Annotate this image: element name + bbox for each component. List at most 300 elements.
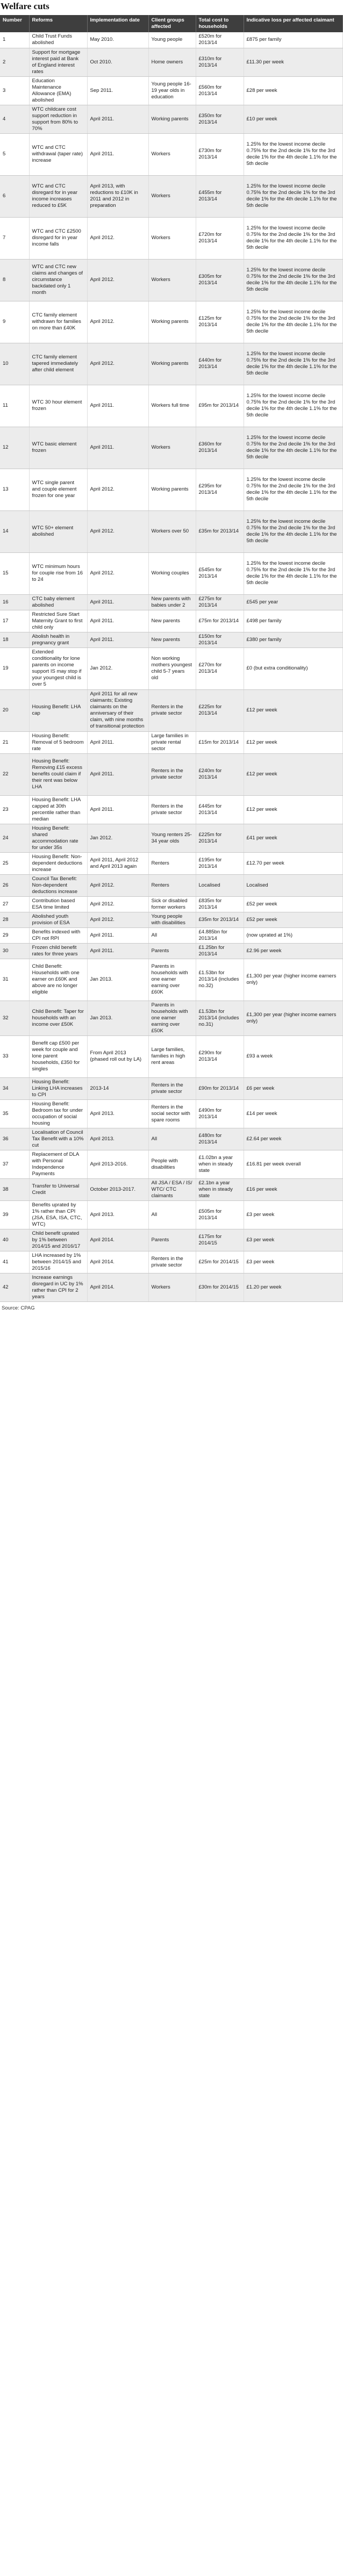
cell-total-cost: £440m for 2013/14 [196, 343, 244, 385]
cell-indicative-loss: £3 per week [244, 1251, 342, 1273]
cell-implementation-date: April 2011. [87, 927, 148, 943]
cell-indicative-loss: £16.81 per week overall [244, 1150, 342, 1178]
table-row [0, 385, 342, 427]
cell-client-groups: Renters in the private sector [148, 753, 196, 795]
table-row [0, 32, 342, 48]
cell-total-cost: £270m for 2013/14 [196, 647, 244, 689]
cell-implementation-date: April 2013. [87, 1099, 148, 1128]
cell-total-cost: £195m for 2013/14 [196, 852, 244, 874]
table-row [0, 510, 342, 552]
cell-reform: WTC and CTC withdrawal (taper rate) increase [29, 133, 87, 175]
cell-implementation-date: 2013-14 [87, 1077, 148, 1099]
cell-reform: CTC family element withdrawn for families on more than £40K [29, 301, 87, 343]
table-row [0, 594, 342, 610]
cell-number: 3 [0, 76, 29, 105]
cell-total-cost: £4.885bn for 2013/14 [196, 927, 244, 943]
column-header-indicative-loss: Indicative loss per affected claimant [244, 15, 342, 32]
cell-indicative-loss: 1.25% for the lowest income decile 0.75% for the 2nd decile 1% for the 3rd decile 1% for the 4th decile 1.1% for the 5th decile [244, 217, 342, 259]
cell-total-cost: £1.53bn for 2013/14 (includes no.32) [196, 959, 244, 1001]
table-row [0, 874, 342, 896]
cell-client-groups: All [148, 1200, 196, 1229]
cell-client-groups: Parents [148, 943, 196, 959]
cell-client-groups: Workers [148, 1273, 196, 1301]
table-row [0, 824, 342, 852]
cell-number: 4 [0, 105, 29, 133]
cell-indicative-loss: (now uprated at 1%) [244, 927, 342, 943]
cell-number: 41 [0, 1251, 29, 1273]
cell-implementation-date: April 2014. [87, 1273, 148, 1301]
cell-number: 6 [0, 175, 29, 217]
table-row [0, 912, 342, 927]
cell-reform: Benefits uprated by 1% rather than CPI (JSA, ESA, ISA, CTC, WTC) [29, 1200, 87, 1229]
cell-indicative-loss: £1,300 per year (higher income earners only) [244, 1001, 342, 1035]
cell-indicative-loss: 1.25% for the lowest income decile 0.75% for the 2nd decile 1% for the 3rd decile 1% for the 4th decile 1.1% for the 5th decile [244, 133, 342, 175]
cell-total-cost: £720m for 2013/14 [196, 217, 244, 259]
cell-indicative-loss: 1.25% for the lowest income decile 0.75% for the 2nd decile 1% for the 3rd decile 1% for the 4th decile 1.1% for the 5th decile [244, 385, 342, 427]
cell-number: 34 [0, 1077, 29, 1099]
cell-number: 32 [0, 1001, 29, 1035]
cell-total-cost: £310m for 2013/14 [196, 48, 244, 76]
cell-number: 9 [0, 301, 29, 343]
cell-total-cost: £545m for 2013/14 [196, 552, 244, 594]
cell-implementation-date: April 2011. [87, 731, 148, 753]
cell-reform: WTC 30 hour element frozen [29, 385, 87, 427]
table-row [0, 552, 342, 594]
cell-implementation-date: April 2013, with reductions to £10K in 2011 and 2012 in preparation [87, 175, 148, 217]
cell-total-cost: £275m for 2013/14 [196, 594, 244, 610]
cell-reform: Housing Benefit: LHA cap [29, 689, 87, 731]
cell-reform: Child benefit uprated by 1% between 2014/15 and 2016/17 [29, 1229, 87, 1251]
cell-indicative-loss: £12 per week [244, 795, 342, 824]
cell-total-cost: £175m for 2014/15 [196, 1229, 244, 1251]
cell-implementation-date: From April 2013 (phased roll out by LA) [87, 1035, 148, 1077]
cell-indicative-loss: £16 per week [244, 1178, 342, 1200]
cell-total-cost: £520m for 2013/14 [196, 32, 244, 48]
table-row [0, 852, 342, 874]
cell-indicative-loss: Localised [244, 874, 342, 896]
cell-indicative-loss: £545 per year [244, 594, 342, 610]
page-title: Welfare cuts [1, 1, 49, 11]
cell-number: 33 [0, 1035, 29, 1077]
cell-reform: Housing Benefit: Non-dependent deductions increase [29, 852, 87, 874]
cell-implementation-date: April 2012. [87, 874, 148, 896]
table-row [0, 175, 342, 217]
cell-implementation-date: April 2012. [87, 912, 148, 927]
cell-reform: Contribution based ESA time limited [29, 896, 87, 912]
cell-reform: Localisation of Council Tax Benefit with a 10% cut [29, 1128, 87, 1150]
cell-reform: Housing Benefit: Linking LHA increases to CPI [29, 1077, 87, 1099]
cell-indicative-loss: £12 per week [244, 731, 342, 753]
cell-client-groups: Parents in households with one earner earning over £50K [148, 1001, 196, 1035]
cell-number: 23 [0, 795, 29, 824]
cell-indicative-loss: £11.30 per week [244, 48, 342, 76]
cell-implementation-date: April 2013. [87, 1200, 148, 1229]
cell-total-cost: £90m for 2013/14 [196, 1077, 244, 1099]
cell-reform: WTC 50+ element abolished [29, 510, 87, 552]
cell-reform: Child Benefit: Households with one earner on £60K and above are no longer eligible [29, 959, 87, 1001]
cell-reform: WTC single parent and couple element frozen for one year [29, 469, 87, 510]
cell-total-cost: £480m for 2013/14 [196, 1128, 244, 1150]
cell-number: 36 [0, 1128, 29, 1150]
cell-implementation-date: April 2012. [87, 217, 148, 259]
cell-total-cost: £15m for 2013/14 [196, 731, 244, 753]
cell-implementation-date: April 2011. [87, 795, 148, 824]
cell-implementation-date: April 2011, April 2012 and April 2013 again [87, 852, 148, 874]
table-row [0, 259, 342, 301]
cell-client-groups: Renters in the private sector [148, 1077, 196, 1099]
cell-indicative-loss: £6 per week [244, 1077, 342, 1099]
table-row [0, 1099, 342, 1128]
cell-client-groups: Large families, families in high rent areas [148, 1035, 196, 1077]
cell-total-cost: £125m for 2013/14 [196, 301, 244, 343]
cell-implementation-date: April 2012. [87, 552, 148, 594]
cell-total-cost: £295m for 2013/14 [196, 469, 244, 510]
cell-indicative-loss: £3 per week [244, 1200, 342, 1229]
cell-client-groups: Young people [148, 32, 196, 48]
cell-implementation-date: Jan 2012. [87, 647, 148, 689]
cell-implementation-date: April 2014. [87, 1229, 148, 1251]
cell-number: 40 [0, 1229, 29, 1251]
cell-client-groups: Renters [148, 852, 196, 874]
cell-total-cost: £150m for 2013/14 [196, 632, 244, 647]
cell-client-groups: Young renters 25-34 year olds [148, 824, 196, 852]
table-row [0, 896, 342, 912]
cell-reform: WTC childcare cost support reduction in support from 80% to 70% [29, 105, 87, 133]
cell-indicative-loss: 1.25% for the lowest income decile 0.75% for the 2nd decile 1% for the 3rd decile 1% for the 4th decile 1.1% for the 5th decile [244, 469, 342, 510]
table-row [0, 1273, 342, 1301]
cell-total-cost: £225m for 2013/14 [196, 824, 244, 852]
cell-implementation-date: Sep 2011. [87, 76, 148, 105]
cell-reform: Frozen child benefit rates for three years [29, 943, 87, 959]
cell-client-groups: Workers [148, 427, 196, 469]
cell-total-cost: £560m for 2013/14 [196, 76, 244, 105]
cell-indicative-loss: £12.70 per week [244, 852, 342, 874]
cell-reform: WTC and CTC £2500 disregard for in year income falls [29, 217, 87, 259]
table-row [0, 1128, 342, 1150]
cell-number: 26 [0, 874, 29, 896]
cell-indicative-loss: 1.25% for the lowest income decile 0.75% for the 2nd decile 1% for the 3rd decile 1% for the 4th decile 1.1% for the 5th decile [244, 343, 342, 385]
cell-indicative-loss: £380 per family [244, 632, 342, 647]
cell-reform: Benefits indexed with CPI not RPI [29, 927, 87, 943]
cell-reform: CTC baby element abolished [29, 594, 87, 610]
cell-number: 19 [0, 647, 29, 689]
cell-client-groups: Parents in households with one earner earning over £60K [148, 959, 196, 1001]
table-row [0, 105, 342, 133]
table-row [0, 927, 342, 943]
cell-reform: Education Maintenance Allowance (EMA) abolished [29, 76, 87, 105]
cell-client-groups: All [148, 1128, 196, 1150]
cell-client-groups: New parents with babies under 2 [148, 594, 196, 610]
cell-total-cost: £1.25bn for 2013/14 [196, 943, 244, 959]
table-row [0, 1229, 342, 1251]
cell-number: 11 [0, 385, 29, 427]
table-row [0, 1077, 342, 1099]
cell-client-groups: Workers [148, 133, 196, 175]
cell-reform: Housing Benefit: Removal of 5 bedroom rate [29, 731, 87, 753]
cell-client-groups: New parents [148, 610, 196, 632]
cell-number: 35 [0, 1099, 29, 1128]
cell-client-groups: Workers [148, 259, 196, 301]
cell-indicative-loss: 1.25% for the lowest income decile 0.75% for the 2nd decile 1% for the 3rd decile 1% for the 4th decile 1.1% for the 5th decile [244, 259, 342, 301]
cell-client-groups: Working parents [148, 105, 196, 133]
cell-implementation-date: April 2012. [87, 510, 148, 552]
cell-number: 17 [0, 610, 29, 632]
cell-implementation-date: April 2011. [87, 632, 148, 647]
cell-reform: WTC minimum hours for couple rise from 16 to 24 [29, 552, 87, 594]
cell-indicative-loss: £12 per week [244, 689, 342, 731]
table-row [0, 301, 342, 343]
cell-reform: Child Trust Funds abolished [29, 32, 87, 48]
cell-reform: CTC family element tapered immediately after child element [29, 343, 87, 385]
cell-reform: Council Tax Benefit: Non-dependent deductions increase [29, 874, 87, 896]
cell-number: 27 [0, 896, 29, 912]
cell-total-cost: £35m for 2013/14 [196, 912, 244, 927]
table-row [0, 48, 342, 76]
cell-total-cost: £35m for 2013/14 [196, 510, 244, 552]
cell-number: 25 [0, 852, 29, 874]
cell-indicative-loss: 1.25% for the lowest income decile 0.75% for the 2nd decile 1% for the 3rd decile 1% for the 4th decile 1.1% for the 5th decile [244, 427, 342, 469]
cell-total-cost: £455m for 2013/14 [196, 175, 244, 217]
cell-indicative-loss: 1.25% for the lowest income decile 0.75% for the 2nd decile 1% for the 3rd decile 1% for the 4th decile 1.1% for the 5th decile [244, 175, 342, 217]
table-row [0, 469, 342, 510]
cell-client-groups: Working parents [148, 469, 196, 510]
cell-total-cost: £290m for 2013/14 [196, 1035, 244, 1077]
cell-client-groups: People with disabilities [148, 1150, 196, 1178]
cell-total-cost: £1.53bn for 2013/14 (includes no.31) [196, 1001, 244, 1035]
cell-client-groups: Working parents [148, 301, 196, 343]
cell-indicative-loss: £28 per week [244, 76, 342, 105]
cell-implementation-date: May 2010. [87, 32, 148, 48]
cell-client-groups: Sick or disabled former workers [148, 896, 196, 912]
cell-indicative-loss: £93 a week [244, 1035, 342, 1077]
cell-client-groups: Renters in the private sector [148, 795, 196, 824]
cell-implementation-date: April 2011. [87, 753, 148, 795]
cell-number: 5 [0, 133, 29, 175]
cell-indicative-loss: 1.25% for the lowest income decile 0.75% for the 2nd decile 1% for the 3rd decile 1% for the 4th decile 1.1% for the 5th decile [244, 510, 342, 552]
cell-implementation-date: Jan 2012. [87, 824, 148, 852]
cell-total-cost: Localised [196, 874, 244, 896]
cell-number: 31 [0, 959, 29, 1001]
cell-reform: Increase earnings disregard in UC by 1% rather than CPI for 2 years [29, 1273, 87, 1301]
cell-number: 24 [0, 824, 29, 852]
column-header-number: Number [0, 15, 29, 32]
cell-implementation-date: April 2012. [87, 469, 148, 510]
cell-reform: Housing Benefit: Removing £15 excess benefits could claim if their rent was below LHA [29, 753, 87, 795]
cell-total-cost: £1.02bn a year when in steady state [196, 1150, 244, 1178]
cell-implementation-date: April 2011. [87, 610, 148, 632]
cell-client-groups: Non working mothers youngest child 5-7 years old [148, 647, 196, 689]
cell-client-groups: Workers full time [148, 385, 196, 427]
cell-number: 30 [0, 943, 29, 959]
cell-total-cost: £240m for 2013/14 [196, 753, 244, 795]
cell-reform: Restricted Sure Start Maternity Grant to first child only [29, 610, 87, 632]
cell-client-groups: Working parents [148, 343, 196, 385]
cell-implementation-date: April 2012. [87, 301, 148, 343]
cell-indicative-loss: £41 per week [244, 824, 342, 852]
cell-indicative-loss: £2.96 per week [244, 943, 342, 959]
cell-reform: Transfer to Universal Credit [29, 1178, 87, 1200]
cell-reform: WTC and CTC disregard for in year income increases reduced to £5K [29, 175, 87, 217]
cell-total-cost: £2.1bn a year when in steady state [196, 1178, 244, 1200]
cell-client-groups: Renters in the private sector [148, 689, 196, 731]
cell-number: 2 [0, 48, 29, 76]
table-row [0, 1251, 342, 1273]
cell-implementation-date: April 2013. [87, 1128, 148, 1150]
cell-implementation-date: Jan 2013. [87, 1001, 148, 1035]
column-header-client-groups: Client groups affected [148, 15, 196, 32]
welfare-cuts-table [0, 15, 343, 1302]
cell-implementation-date: April 2012. [87, 259, 148, 301]
cell-number: 22 [0, 753, 29, 795]
table-row [0, 647, 342, 689]
cell-total-cost: £225m for 2013/14 [196, 689, 244, 731]
cell-number: 20 [0, 689, 29, 731]
cell-implementation-date: April 2011. [87, 133, 148, 175]
cell-number: 18 [0, 632, 29, 647]
cell-number: 7 [0, 217, 29, 259]
cell-client-groups: Home owners [148, 48, 196, 76]
cell-implementation-date: October 2013-2017. [87, 1178, 148, 1200]
cell-reform: Child Benefit: Taper for households with an income over £50K [29, 1001, 87, 1035]
cell-client-groups: Large families in private rental sector [148, 731, 196, 753]
cell-client-groups: New parents [148, 632, 196, 647]
cell-client-groups: All [148, 927, 196, 943]
table-row [0, 1178, 342, 1200]
cell-number: 8 [0, 259, 29, 301]
table-row [0, 959, 342, 1001]
cell-reform: Abolished youth provision of ESA [29, 912, 87, 927]
cell-total-cost: £350m for 2013/14 [196, 105, 244, 133]
cell-client-groups: Workers [148, 175, 196, 217]
table-header-row [0, 15, 342, 32]
cell-total-cost: £505m for 2013/14 [196, 1200, 244, 1229]
cell-indicative-loss: 1.25% for the lowest income decile 0.75% for the 2nd decile 1% for the 3rd decile 1% for the 4th decile 1.1% for the 5th decile [244, 552, 342, 594]
cell-total-cost: £730m for 2013/14 [196, 133, 244, 175]
cell-indicative-loss: £12 per week [244, 753, 342, 795]
cell-reform: Abolish health in pregnancy grant [29, 632, 87, 647]
cell-number: 15 [0, 552, 29, 594]
cell-number: 29 [0, 927, 29, 943]
table-row [0, 1200, 342, 1229]
cell-number: 13 [0, 469, 29, 510]
cell-reform: LHA increased by 1% between 2014/15 and 2015/16 [29, 1251, 87, 1273]
cell-indicative-loss: £14 per week [244, 1099, 342, 1128]
cell-implementation-date: April 2013-2016. [87, 1150, 148, 1178]
cell-number: 42 [0, 1273, 29, 1301]
cell-total-cost: £75m for 2013/14 [196, 610, 244, 632]
cell-number: 12 [0, 427, 29, 469]
cell-indicative-loss: 1.25% for the lowest income decile 0.75% for the 2nd decile 1% for the 3rd decile 1% for the 4th decile 1.1% for the 5th decile [244, 301, 342, 343]
table-row [0, 217, 342, 259]
cell-indicative-loss: £52 per week [244, 912, 342, 927]
cell-implementation-date: April 2011. [87, 427, 148, 469]
table-row [0, 943, 342, 959]
cell-client-groups: Young people with disabilities [148, 912, 196, 927]
cell-reform: Extended conditionality for lone parents on income support IS may stop if your youngest child is over 5 [29, 647, 87, 689]
cell-indicative-loss: £1.20 per week [244, 1273, 342, 1301]
cell-implementation-date: Jan 2013. [87, 959, 148, 1001]
table-row [0, 610, 342, 632]
cell-reform: WTC basic element frozen [29, 427, 87, 469]
table-row [0, 753, 342, 795]
cell-number: 14 [0, 510, 29, 552]
cell-indicative-loss: £3 per week [244, 1229, 342, 1251]
table-row [0, 343, 342, 385]
table-row [0, 795, 342, 824]
cell-implementation-date: April 2011. [87, 385, 148, 427]
cell-total-cost: £30m for 2014/15 [196, 1273, 244, 1301]
cell-number: 28 [0, 912, 29, 927]
cell-reform: Support for mortgage interest paid at Bank of England interest rates [29, 48, 87, 76]
cell-client-groups: Renters in the private sector [148, 1251, 196, 1273]
table-row [0, 427, 342, 469]
cell-reform: Benefit cap £500 per week for couple and lone parent households, £350 for singles [29, 1035, 87, 1077]
cell-implementation-date: April 2011. [87, 943, 148, 959]
cell-number: 10 [0, 343, 29, 385]
cell-implementation-date: April 2012. [87, 896, 148, 912]
cell-reform: Housing Benefit: LHA capped at 30th percentile rather than median [29, 795, 87, 824]
table-row [0, 632, 342, 647]
cell-reform: Housing Benefit: Bedroom tax for under occupation of social housing [29, 1099, 87, 1128]
cell-reform: Housing Benefit: shared accommodation rate for under 35s [29, 824, 87, 852]
cell-number: 21 [0, 731, 29, 753]
table-row [0, 1035, 342, 1077]
cell-indicative-loss: £52 per week [244, 896, 342, 912]
cell-client-groups: Young people 16-19 year olds in education [148, 76, 196, 105]
column-header-total-cost: Total cost to households [196, 15, 244, 32]
cell-number: 1 [0, 32, 29, 48]
cell-client-groups: Workers [148, 217, 196, 259]
table-row [0, 731, 342, 753]
cell-total-cost: £445m for 2013/14 [196, 795, 244, 824]
cell-total-cost: £360m for 2013/14 [196, 427, 244, 469]
cell-client-groups: Working couples [148, 552, 196, 594]
cell-indicative-loss: £0 (but extra conditionality) [244, 647, 342, 689]
cell-client-groups: Renters [148, 874, 196, 896]
cell-number: 39 [0, 1200, 29, 1229]
cell-total-cost: £25m for 2014/15 [196, 1251, 244, 1273]
cell-total-cost: £95m for 2013/14 [196, 385, 244, 427]
cell-indicative-loss: £10 per week [244, 105, 342, 133]
cell-reform: WTC and CTC new claims and changes of circumstance backdated only 1 month [29, 259, 87, 301]
cell-total-cost: £835m for 2013/14 [196, 896, 244, 912]
column-header-reforms: Reforms [29, 15, 87, 32]
cell-client-groups: Parents [148, 1229, 196, 1251]
cell-total-cost: £490m for 2013/14 [196, 1099, 244, 1128]
cell-implementation-date: April 2011. [87, 105, 148, 133]
cell-number: 16 [0, 594, 29, 610]
cell-implementation-date: April 2011. [87, 594, 148, 610]
cell-number: 37 [0, 1150, 29, 1178]
cell-total-cost: £305m for 2013/14 [196, 259, 244, 301]
cell-indicative-loss: £2.64 per week [244, 1128, 342, 1150]
cell-indicative-loss: £498 per family [244, 610, 342, 632]
cell-indicative-loss: £875 per family [244, 32, 342, 48]
cell-indicative-loss: £1,300 per year (higher income earners only) [244, 959, 342, 1001]
cell-implementation-date: April 2012. [87, 343, 148, 385]
source-note: Source: CPAG [2, 1305, 35, 1311]
cell-reform: Replacement of DLA with Personal Independence Payments [29, 1150, 87, 1178]
cell-client-groups: Renters in the social sector with spare rooms [148, 1099, 196, 1128]
table-row [0, 689, 342, 731]
table-row [0, 1150, 342, 1178]
table-row [0, 133, 342, 175]
cell-implementation-date: April 2014. [87, 1251, 148, 1273]
cell-client-groups: All JSA / ESA / IS/ WTC/ CTC claimants [148, 1178, 196, 1200]
table-row [0, 76, 342, 105]
cell-implementation-date: Oct 2010. [87, 48, 148, 76]
cell-client-groups: Workers over 50 [148, 510, 196, 552]
